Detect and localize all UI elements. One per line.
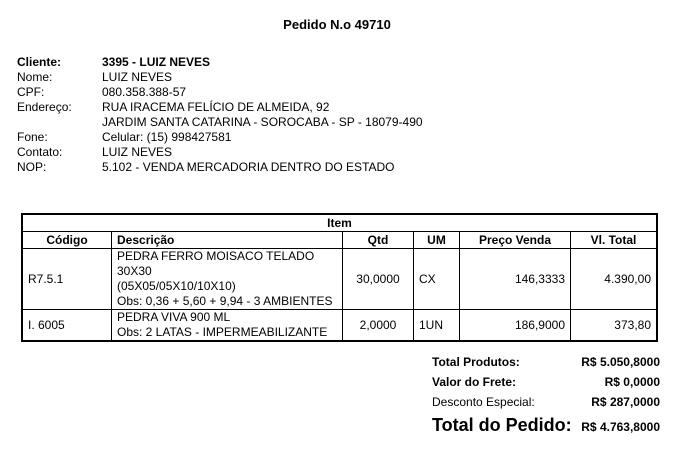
column-header-qtd: Qtd [343,232,414,249]
descricao-line: PEDRA VIVA 900 ML [117,310,231,324]
customer-field-label: Endereço: [17,100,72,114]
totals-row [432,355,660,369]
customer-field-label: Cliente: [17,55,62,69]
customer-field-label: CPF: [17,85,45,99]
totals-value: R$ 0,0000 [604,375,660,389]
column-header-um: UM [414,232,460,249]
cell-qtd: 30,0000 [343,249,414,310]
customer-field-value: JARDIM SANTA CATARINA - SOROCABA - SP - 18079-490 [102,115,423,129]
totals-label: Desconto Especial: [432,395,535,409]
customer-field-label: NOP: [17,160,47,174]
customer-field-value: 5.102 - VENDA MERCADORIA DENTRO DO ESTADO [102,160,395,174]
column-header-preco-venda: Preço Venda [460,232,571,249]
customer-field [17,145,423,160]
cell-um: CX [414,249,460,310]
cell-preco-venda: 146,3333 [460,249,571,310]
customer-info [17,55,423,175]
totals-value: R$ 287,0000 [591,395,660,409]
customer-field [17,70,423,85]
customer-field [17,115,423,130]
page-title: Pedido N.o 49710 [283,17,391,32]
cell-descricao [112,249,343,310]
customer-field-label: Contato: [17,145,63,159]
table-row [22,310,657,342]
customer-field [17,85,423,100]
cell-descricao [112,310,343,342]
totals-section [432,355,660,436]
customer-field-value: RUA IRACEMA FELÍCIO DE ALMEIDA, 92 [102,100,330,114]
totals-label: Total do Pedido: [432,415,572,435]
customer-field-value: LUIZ NEVES [102,70,173,84]
customer-field-value: 080.358.388-57 [102,85,187,99]
totals-label: Total Produtos: [432,355,520,369]
descricao-line: (05X05/05X10/10X10) [117,279,236,293]
customer-field [17,160,423,175]
descricao-line: Obs: 0,36 + 5,60 + 9,94 - 3 AMBIENTES [117,294,333,308]
column-header-vl-total: Vl. Total [571,232,658,249]
customer-field-label: Nome: [17,70,53,84]
descricao-line: Obs: 2 LATAS - IMPERMEABILIZANTE [117,325,328,339]
cell-vl-total: 4.390,00 [571,249,658,310]
customer-field-label [17,115,102,130]
customer-field-value: 3395 - LUIZ NEVES [102,55,211,69]
cell-qtd: 2,0000 [343,310,414,342]
cell-codigo: I. 6005 [22,310,112,342]
totals-value: R$ 4.763,8000 [581,420,660,434]
totals-row [432,375,660,389]
customer-field-value: LUIZ NEVES [102,145,173,159]
totals-row [432,395,660,409]
customer-field [17,100,423,115]
table-caption: Item [22,214,657,232]
customer-field [17,55,423,70]
descricao-line: PEDRA FERRO MOISACO TELADO 30X30 [117,249,315,278]
totals-label: Valor do Frete: [432,375,517,389]
customer-field-value: Celular: (15) 998427581 [102,130,232,144]
totals-row [432,415,660,436]
table-row [22,249,657,310]
cell-preco-venda: 186,9000 [460,310,571,342]
cell-codigo: R7.5.1 [22,249,112,310]
column-header-descricao: Descrição [112,232,343,249]
cell-um: 1UN [414,310,460,342]
column-header-codigo: Código [22,232,112,249]
items-table [21,213,658,342]
cell-vl-total: 373,80 [571,310,658,342]
totals-value: R$ 5.050,8000 [581,355,660,369]
customer-field-label: Fone: [17,130,48,144]
customer-field [17,130,423,145]
